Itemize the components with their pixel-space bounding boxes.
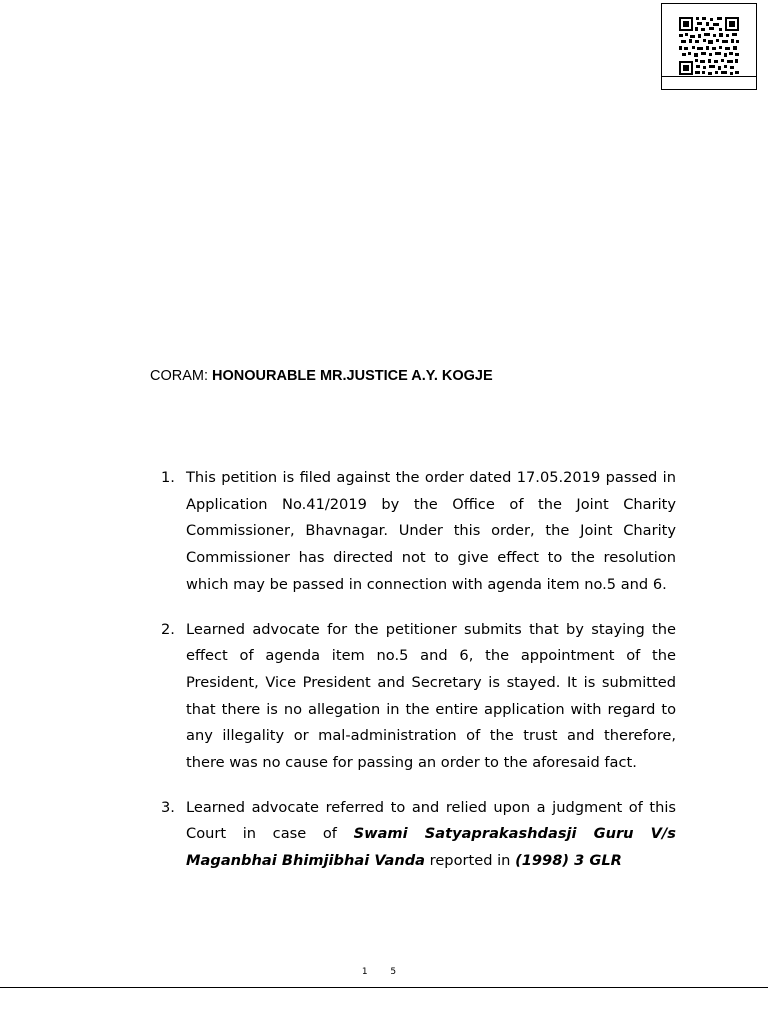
paragraph-number: 3. [161, 798, 175, 816]
case-name: Swami Satyaprakashdasji Guru V/s Maganbhai Bhimjibhai Vanda [186, 825, 676, 870]
qr-code-icon [679, 17, 739, 75]
coram-label: CORAM: [150, 368, 213, 384]
case-citation: (1998) 3 GLR [515, 852, 622, 870]
qr-code-box [661, 3, 757, 90]
coram-line [150, 368, 493, 384]
paragraph-2 [150, 617, 676, 777]
paragraph-3 [150, 795, 676, 875]
paragraph-number: 2. [161, 620, 175, 638]
paragraph-text-continued: reported in [425, 852, 516, 870]
paragraph-list [150, 465, 676, 893]
coram-judge: HONOURABLE MR.JUSTICE A.Y. KOGJE [212, 368, 493, 384]
paragraph-text: Learned advocate referred to and relied upon a judgment of this Court in case of [186, 798, 676, 843]
page-number: 1 5 [361, 967, 407, 977]
paragraph-text: Learned advocate for the petitioner submits that by staying the effect of agenda item no.5 and 6, the appointment of the President, Vice President and Secretary is stayed. It is submitted that there is no allegation in the entire application with regard to any illegality or mal-administration of the trust and therefore, there was no cause for passing an order to the aforesaid fact. [186, 620, 676, 772]
paragraph-text: This petition is filed against the order dated 17.05.2019 passed in Application No.41/2019 by the Office of the Joint Charity Commissioner, Bhavnagar. Under this order, the Joint Charity Commissioner has directed not to give effect to the resolution which may be passed in connection with agenda item no.5 and 6. [186, 469, 676, 593]
qr-box-divider [662, 76, 756, 77]
paragraph-1 [150, 465, 676, 599]
paragraph-number: 1. [161, 469, 175, 486]
footer-divider [0, 987, 768, 988]
